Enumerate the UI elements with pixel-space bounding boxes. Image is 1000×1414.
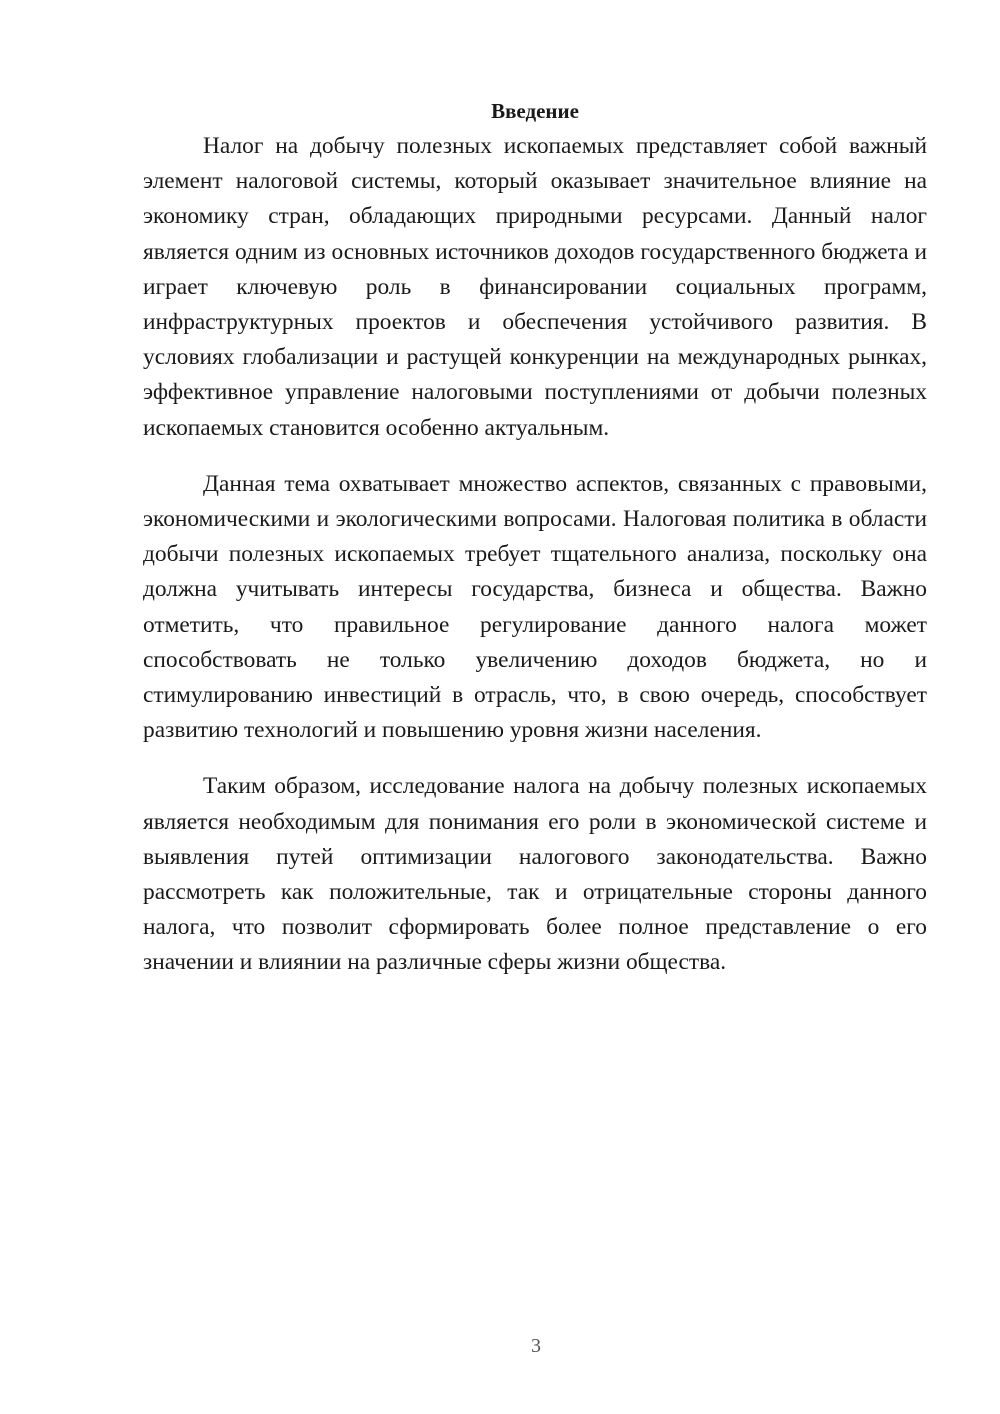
- section-heading: Введение: [491, 99, 579, 123]
- paragraph-3: Таким образом, исследование налога на добычу полезных ископаемых является необходимым для понимания его роли в экономической системе и выявления путей оптимизации налогового законодательства. Важно рассмотреть как положительные, так и отрицательные стороны данного налога, что позволит сформировать более полное представление о его значении и влиянии на различные сферы жизни общества.: [143, 773, 927, 976]
- paragraph-2: Данная тема охватывает множество аспектов, связанных с правовыми, экономическими и экологическими вопросами. Налоговая политика в области добычи полезных ископаемых требует тщательного анализа, поскольку она должна учитывать интересы государства, бизнеса и общества. Важно отметить, что правильное регулирование данного налога может способствовать не только увеличению доходов бюджета, но и стимулированию инвестиций в отрасль, что, в свою очередь, способствует развитию технологий и повышению уровня жизни населения.: [143, 470, 927, 744]
- page-content: [143, 96, 927, 981]
- paragraph-1: Налог на добычу полезных ископаемых представляет собой важный элемент налоговой системы, который оказывает значительное влияние на экономику стран, обладающих природными ресурсами. Данный налог является одним из основных источников доходов государственного бюджета и играет ключевую роль в финансировании социальных программ, инфраструктурных проектов и обеспечения устойчивого развития. В условиях глобализации и растущей конкуренции на международных рынках, эффективное управление налоговыми поступлениями от добычи полезных ископаемых становится особенно актуальным.: [143, 133, 927, 441]
- page-number: 3: [531, 1335, 541, 1357]
